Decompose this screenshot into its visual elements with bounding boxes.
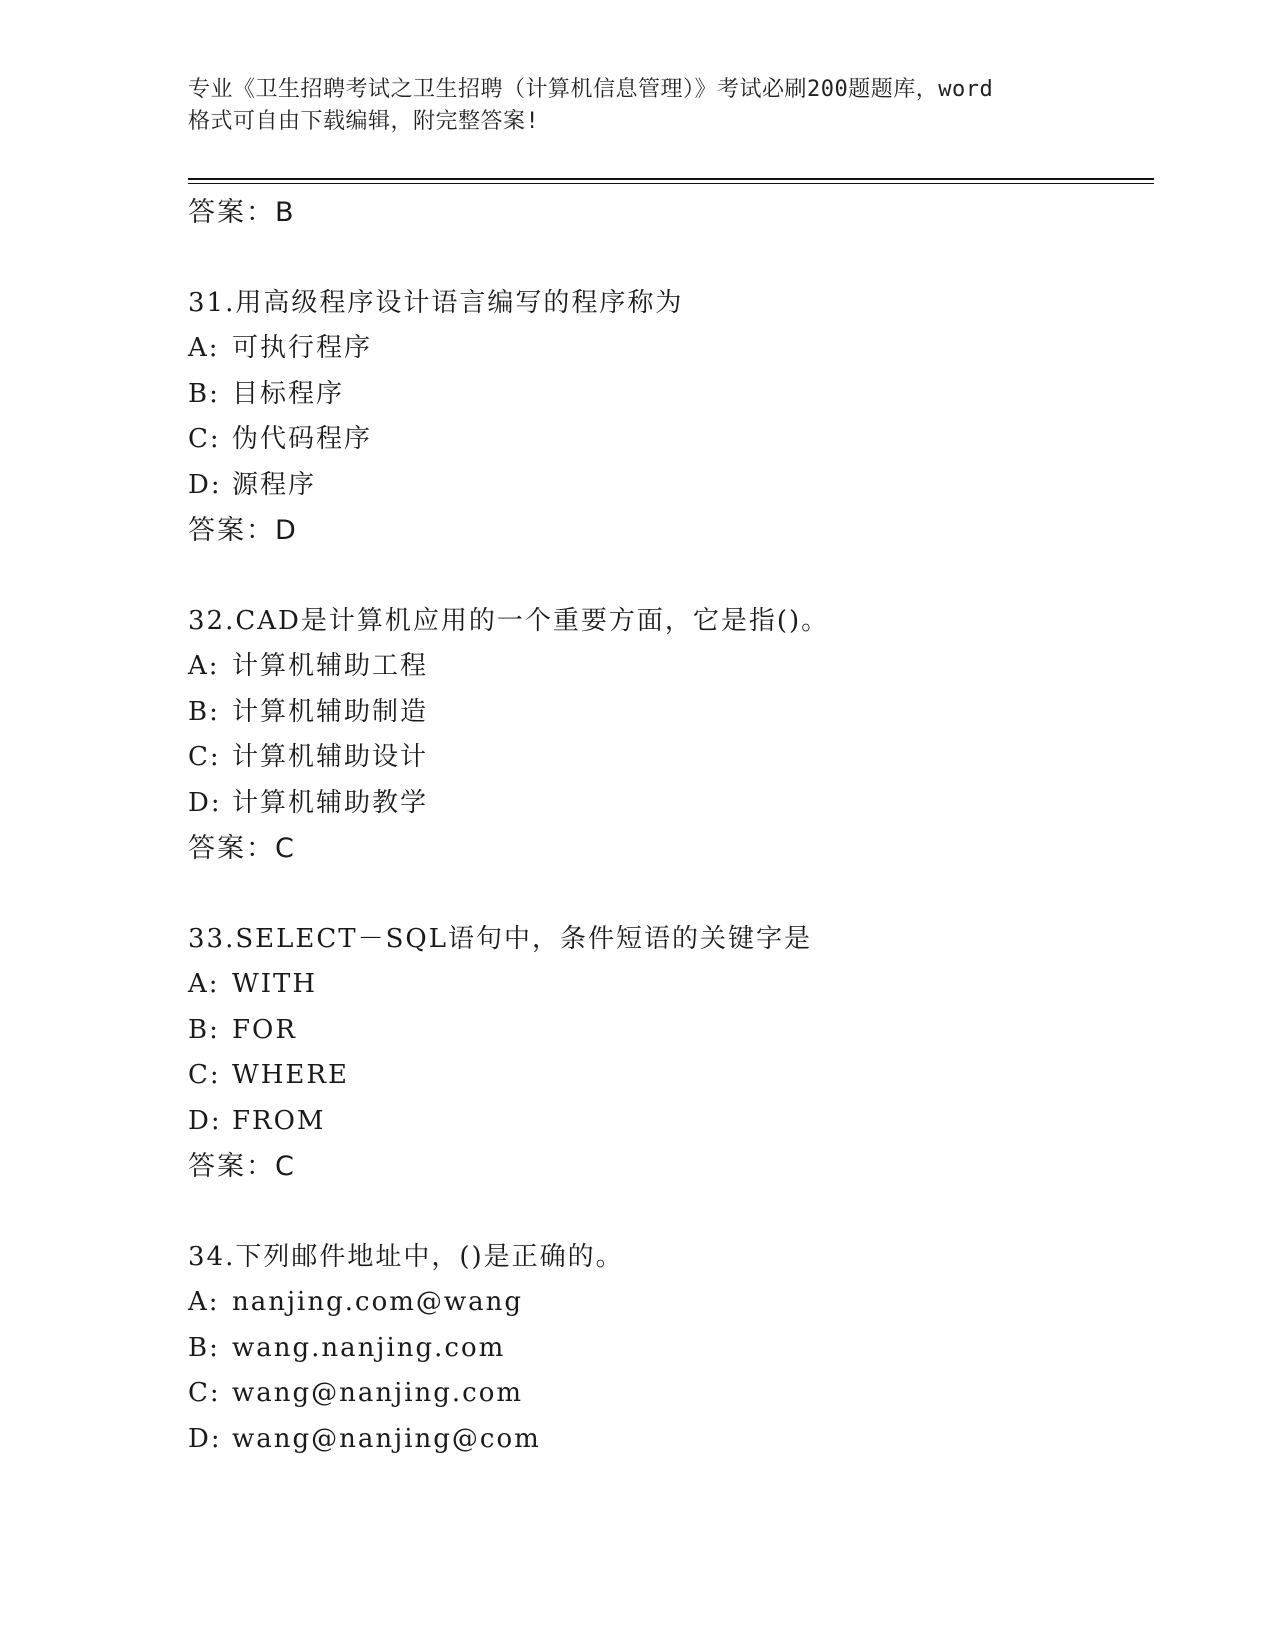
question-text: 34.下列邮件地址中，()是正确的。 <box>188 1242 624 1272</box>
question-text: 32.CAD是计算机应用的一个重要方面，它是指()。 <box>188 606 830 636</box>
question-list <box>188 190 1148 1462</box>
option-a <box>188 1280 1148 1326</box>
option-letter: A: <box>188 1287 220 1317</box>
option-letter: D: <box>188 1423 222 1454</box>
option-letter: C: <box>188 1060 221 1090</box>
option-b <box>188 690 1148 736</box>
option-text: 计算机辅助工程 <box>232 651 429 681</box>
option-a <box>188 326 1148 372</box>
answer-value: C <box>275 1151 295 1182</box>
option-d <box>188 1099 1148 1145</box>
option-c <box>188 417 1148 463</box>
option-text: wang@nanjing@com <box>232 1423 541 1454</box>
document-header <box>188 74 1088 138</box>
answer-line <box>188 508 1148 554</box>
option-letter: D: <box>188 469 222 500</box>
option-text: nanjing.com@wang <box>232 1287 524 1317</box>
option-text: 计算机辅助教学 <box>232 787 429 818</box>
option-b <box>188 1008 1148 1054</box>
answer-value: C <box>275 833 295 864</box>
answer-label: 答案： <box>188 1151 275 1182</box>
option-letter: B: <box>188 1014 220 1045</box>
option-text: wang@nanjing.com <box>232 1378 524 1408</box>
option-c <box>188 735 1148 781</box>
option-letter: A: <box>188 651 220 681</box>
answer-label: 答案： <box>188 515 275 546</box>
option-a <box>188 962 1148 1008</box>
answer-line <box>188 190 1148 236</box>
answer-line <box>188 826 1148 872</box>
answer-value: D <box>275 515 297 546</box>
option-text: 计算机辅助制造 <box>232 696 429 727</box>
option-text: 伪代码程序 <box>232 424 373 454</box>
option-letter: A: <box>188 333 220 363</box>
header-line-2: 格式可自由下载编辑，附完整答案! <box>188 109 540 134</box>
option-text: 目标程序 <box>232 378 345 409</box>
option-d <box>188 1417 1148 1463</box>
option-text: wang.nanjing.com <box>232 1332 506 1363</box>
option-letter: B: <box>188 696 220 727</box>
option-b <box>188 1326 1148 1372</box>
option-letter: D: <box>188 787 222 818</box>
option-text: 可执行程序 <box>232 333 373 363</box>
option-a <box>188 644 1148 690</box>
option-c <box>188 1371 1148 1417</box>
option-text: 计算机辅助设计 <box>232 742 429 772</box>
option-b <box>188 372 1148 418</box>
answer-value: B <box>275 197 295 228</box>
option-letter: C: <box>188 424 221 454</box>
option-d <box>188 781 1148 827</box>
option-letter: D: <box>188 1105 222 1136</box>
option-c <box>188 1053 1148 1099</box>
question-text: 31.用高级程序设计语言编写的程序称为 <box>188 288 684 318</box>
header-divider <box>188 178 1154 184</box>
option-letter: A: <box>188 969 220 999</box>
option-letter: C: <box>188 1378 221 1408</box>
option-d <box>188 463 1148 509</box>
option-text: FOR <box>232 1014 297 1045</box>
option-letter: C: <box>188 742 221 772</box>
answer-label: 答案： <box>188 833 275 864</box>
option-letter: B: <box>188 378 220 409</box>
option-text: 源程序 <box>232 469 317 500</box>
option-text: FROM <box>232 1105 326 1136</box>
answer-line <box>188 1144 1148 1190</box>
question-text: 33.SELECT－SQL语句中，条件短语的关键字是 <box>188 924 813 954</box>
option-text: WITH <box>232 969 318 999</box>
option-text: WHERE <box>232 1060 349 1090</box>
header-line-1: 专业《卫生招聘考试之卫生招聘（计算机信息管理）》考试必刷200题题库，word <box>188 77 994 102</box>
option-letter: B: <box>188 1332 220 1363</box>
answer-label: 答案： <box>188 197 275 228</box>
